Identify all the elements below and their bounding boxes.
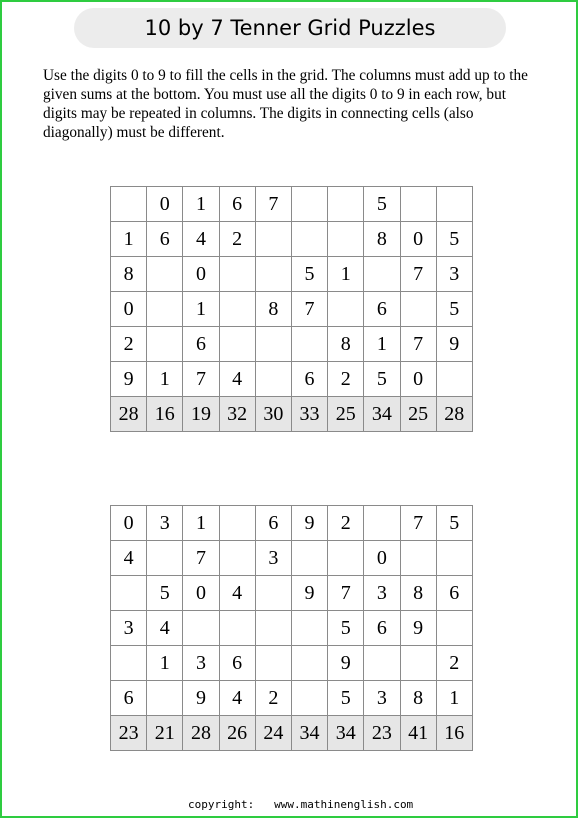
column-sum-cell: 24: [255, 716, 291, 751]
empty-cell[interactable]: [364, 646, 400, 681]
given-digit-cell: 1: [111, 222, 147, 257]
empty-cell[interactable]: [291, 327, 327, 362]
given-digit-cell: 3: [364, 681, 400, 716]
given-digit-cell: 3: [111, 611, 147, 646]
given-digit-cell: 1: [328, 257, 364, 292]
column-sum-cell: 34: [328, 716, 364, 751]
column-sum-cell: 21: [147, 716, 183, 751]
empty-cell[interactable]: [364, 257, 400, 292]
grid-row: [111, 506, 473, 541]
given-digit-cell: 5: [364, 362, 400, 397]
given-digit-cell: 8: [400, 576, 436, 611]
empty-cell[interactable]: [255, 611, 291, 646]
given-digit-cell: 8: [111, 257, 147, 292]
given-digit-cell: 7: [183, 362, 219, 397]
given-digit-cell: 6: [183, 327, 219, 362]
column-sum-cell: 41: [400, 716, 436, 751]
given-digit-cell: 6: [219, 187, 255, 222]
empty-cell[interactable]: [291, 541, 327, 576]
given-digit-cell: 7: [328, 576, 364, 611]
column-sum-cell: 25: [328, 397, 364, 432]
given-digit-cell: 7: [183, 541, 219, 576]
given-digit-cell: 0: [111, 292, 147, 327]
given-digit-cell: 9: [328, 646, 364, 681]
given-digit-cell: 1: [183, 187, 219, 222]
given-digit-cell: 4: [111, 541, 147, 576]
column-sum-cell: 28: [111, 397, 147, 432]
column-sum-cell: 34: [291, 716, 327, 751]
empty-cell[interactable]: [291, 187, 327, 222]
grid-row: [111, 292, 473, 327]
empty-cell[interactable]: [147, 292, 183, 327]
empty-cell[interactable]: [255, 576, 291, 611]
empty-cell[interactable]: [436, 541, 472, 576]
given-digit-cell: 5: [436, 506, 472, 541]
given-digit-cell: 7: [291, 292, 327, 327]
given-digit-cell: 7: [255, 187, 291, 222]
empty-cell[interactable]: [328, 541, 364, 576]
column-sum-cell: 32: [219, 397, 255, 432]
instructions-text: Use the digits 0 to 9 to fill the cells in the grid. The columns must add up to the given sums at the bottom. You must use all the digits 0 to 9 in each row, but digits may be repeated in columns. The digits in connecting cells (also diagonally) must be different.: [43, 67, 528, 141]
grid-row: [111, 681, 473, 716]
column-sum-cell: 33: [291, 397, 327, 432]
given-digit-cell: 2: [328, 362, 364, 397]
grid-row: [111, 541, 473, 576]
empty-cell[interactable]: [400, 187, 436, 222]
given-digit-cell: 7: [400, 257, 436, 292]
given-digit-cell: 1: [147, 646, 183, 681]
given-digit-cell: 4: [147, 611, 183, 646]
grid-row: [111, 576, 473, 611]
given-digit-cell: 9: [400, 611, 436, 646]
empty-cell[interactable]: [255, 222, 291, 257]
given-digit-cell: 7: [400, 327, 436, 362]
given-digit-cell: 8: [328, 327, 364, 362]
empty-cell[interactable]: [291, 681, 327, 716]
page-title-text: 10 by 7 Tenner Grid Puzzles: [144, 16, 436, 40]
empty-cell[interactable]: [255, 327, 291, 362]
column-sum-cell: 23: [111, 716, 147, 751]
column-sum-cell: 16: [436, 716, 472, 751]
empty-cell[interactable]: [147, 541, 183, 576]
empty-cell[interactable]: [183, 611, 219, 646]
empty-cell[interactable]: [291, 611, 327, 646]
website-link[interactable]: www.mathinenglish.com: [274, 798, 414, 811]
given-digit-cell: 9: [436, 327, 472, 362]
given-digit-cell: 6: [147, 222, 183, 257]
given-digit-cell: 5: [328, 611, 364, 646]
given-digit-cell: 4: [219, 681, 255, 716]
empty-cell[interactable]: [147, 257, 183, 292]
empty-cell[interactable]: [147, 327, 183, 362]
given-digit-cell: 2: [436, 646, 472, 681]
empty-cell[interactable]: [328, 292, 364, 327]
empty-cell[interactable]: [400, 646, 436, 681]
given-digit-cell: 6: [364, 292, 400, 327]
given-digit-cell: 3: [147, 506, 183, 541]
given-digit-cell: 0: [183, 576, 219, 611]
empty-cell[interactable]: [291, 646, 327, 681]
given-digit-cell: 6: [364, 611, 400, 646]
empty-cell[interactable]: [436, 611, 472, 646]
given-digit-cell: 1: [183, 506, 219, 541]
empty-cell[interactable]: [328, 187, 364, 222]
given-digit-cell: 9: [183, 681, 219, 716]
given-digit-cell: 8: [400, 681, 436, 716]
empty-cell[interactable]: [436, 187, 472, 222]
empty-cell[interactable]: [147, 681, 183, 716]
empty-cell[interactable]: [291, 222, 327, 257]
column-sums-row: [111, 716, 473, 751]
given-digit-cell: 2: [219, 222, 255, 257]
footer-copyright: [188, 798, 413, 811]
empty-cell[interactable]: [219, 611, 255, 646]
given-digit-cell: 9: [111, 362, 147, 397]
grid-row: [111, 646, 473, 681]
given-digit-cell: 1: [147, 362, 183, 397]
given-digit-cell: 5: [291, 257, 327, 292]
given-digit-cell: 8: [364, 222, 400, 257]
given-digit-cell: 3: [255, 541, 291, 576]
grid-row: [111, 222, 473, 257]
given-digit-cell: 0: [147, 187, 183, 222]
empty-cell[interactable]: [255, 362, 291, 397]
page-title: [74, 8, 506, 48]
given-digit-cell: 4: [183, 222, 219, 257]
given-digit-cell: 7: [400, 506, 436, 541]
empty-cell[interactable]: [219, 292, 255, 327]
given-digit-cell: 4: [219, 576, 255, 611]
given-digit-cell: 4: [219, 362, 255, 397]
given-digit-cell: 2: [111, 327, 147, 362]
given-digit-cell: 1: [183, 292, 219, 327]
column-sum-cell: 25: [400, 397, 436, 432]
grid-row: [111, 257, 473, 292]
given-digit-cell: 6: [436, 576, 472, 611]
grid-row: [111, 611, 473, 646]
grid-row: [111, 327, 473, 362]
column-sum-cell: 23: [364, 716, 400, 751]
given-digit-cell: 5: [147, 576, 183, 611]
copyright-label: copyright:: [188, 798, 255, 811]
given-digit-cell: 6: [291, 362, 327, 397]
given-digit-cell: 0: [400, 222, 436, 257]
empty-cell[interactable]: [219, 506, 255, 541]
empty-cell[interactable]: [111, 576, 147, 611]
given-digit-cell: 0: [364, 541, 400, 576]
empty-cell[interactable]: [400, 541, 436, 576]
tenner-grid-puzzle-2: [110, 505, 473, 751]
empty-cell[interactable]: [219, 327, 255, 362]
grid-row: [111, 362, 473, 397]
empty-cell[interactable]: [364, 506, 400, 541]
given-digit-cell: 5: [328, 681, 364, 716]
column-sum-cell: 28: [436, 397, 472, 432]
empty-cell[interactable]: [328, 222, 364, 257]
given-digit-cell: 5: [436, 292, 472, 327]
given-digit-cell: 3: [364, 576, 400, 611]
grid-row: [111, 187, 473, 222]
given-digit-cell: 3: [436, 257, 472, 292]
empty-cell[interactable]: [255, 646, 291, 681]
empty-cell[interactable]: [111, 187, 147, 222]
tenner-grid-puzzle-1: [110, 186, 473, 432]
given-digit-cell: 5: [436, 222, 472, 257]
given-digit-cell: 6: [255, 506, 291, 541]
empty-cell[interactable]: [219, 541, 255, 576]
given-digit-cell: 9: [291, 576, 327, 611]
given-digit-cell: 5: [364, 187, 400, 222]
column-sums-row: [111, 397, 473, 432]
column-sum-cell: 16: [147, 397, 183, 432]
given-digit-cell: 0: [400, 362, 436, 397]
given-digit-cell: 6: [111, 681, 147, 716]
given-digit-cell: 1: [364, 327, 400, 362]
empty-cell[interactable]: [219, 257, 255, 292]
given-digit-cell: 2: [328, 506, 364, 541]
empty-cell[interactable]: [111, 646, 147, 681]
column-sum-cell: 30: [255, 397, 291, 432]
column-sum-cell: 28: [183, 716, 219, 751]
given-digit-cell: 2: [255, 681, 291, 716]
empty-cell[interactable]: [436, 362, 472, 397]
given-digit-cell: 6: [219, 646, 255, 681]
given-digit-cell: 0: [111, 506, 147, 541]
column-sum-cell: 19: [183, 397, 219, 432]
empty-cell[interactable]: [400, 292, 436, 327]
given-digit-cell: 9: [291, 506, 327, 541]
given-digit-cell: 8: [255, 292, 291, 327]
given-digit-cell: 0: [183, 257, 219, 292]
column-sum-cell: 34: [364, 397, 400, 432]
empty-cell[interactable]: [255, 257, 291, 292]
given-digit-cell: 1: [436, 681, 472, 716]
given-digit-cell: 3: [183, 646, 219, 681]
column-sum-cell: 26: [219, 716, 255, 751]
